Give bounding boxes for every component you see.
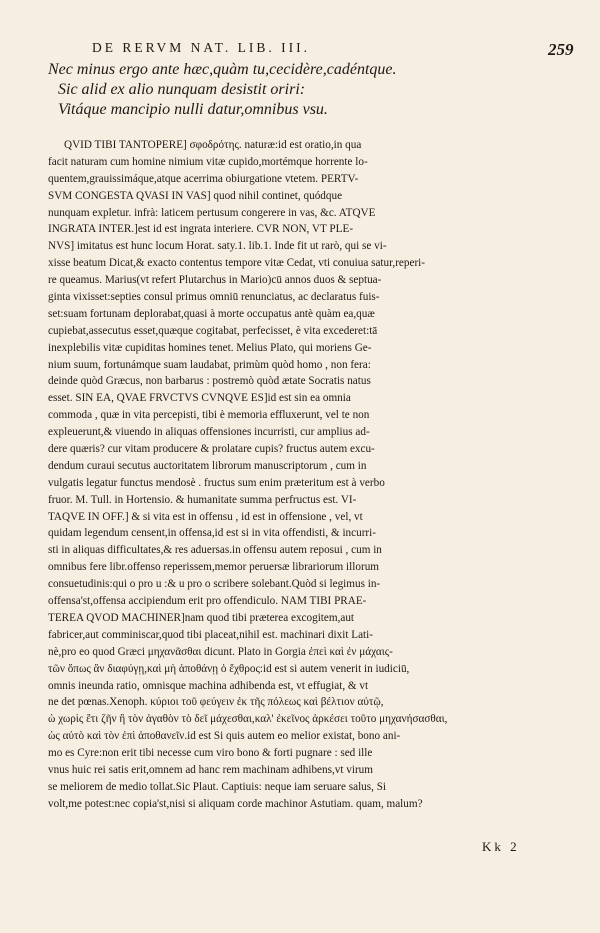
commentary-line: inexplebilis vitæ cupiditas homines tenet. Melius Plato, qui moriens Ge- (48, 341, 372, 354)
signature-mark: Kk 2 (482, 839, 520, 854)
commentary-line: offensa'st,offensa accipiendum erit pro offendiculo. NAM TIBI PRAE- (48, 595, 367, 608)
commentary-line: fruor. M. Tull. in Hortensio. & humanitate summa perfructus est. VI- (48, 493, 357, 506)
commentary-line: quentem,grauissimáque,atque acerrima obiurgatione vtetem. PERTV- (48, 172, 359, 185)
commentary-line: omnis ineunda ratio, omnisque machina adhibenda est, vt effugiat, & vt (48, 679, 369, 692)
verse-block (48, 60, 397, 120)
commentary-line: ginta vixisset:septies consul primus omniū renunciatus, ac declaratus fuis- (48, 291, 380, 304)
commentary-line: se meliorem de medio tollat.Sic Plaut. Captiuis: neque iam seruare salus, Si (48, 780, 387, 793)
commentary-line: deinde quòd Græcus, non barbarus : postremò quòd ætate Socratis natus (48, 375, 371, 388)
commentary-line: SVM CONGESTA QVASI IN VAS] quod nihil continet, quódque (48, 189, 343, 202)
commentary-line: set:suam fortunam deplorabat,quasi à morte occupatus antè quàm ea,quæ (48, 307, 375, 320)
verse-line: Sic alid ex alio nunquam desistit oriri: (58, 81, 306, 98)
commentary-line: quidam legendum censent,in offensa,id est si in vita offendisti, & incurri- (48, 527, 376, 540)
commentary-block (48, 137, 560, 813)
commentary-line: consuetudinis:qui o pro u :& u pro o scribere solebant.Quòd si legimus in- (48, 578, 381, 591)
commentary-line: re queamus. Marius(vt refert Plutarchus in Mario)cū annos duos & septua- (48, 274, 382, 287)
commentary-line: TAQVE IN OFF.] & si vita est in offensu , id est in offensione , vel, vt (48, 510, 363, 523)
verse-line: Nec minus ergo ante hæc,quàm tu,cecidère,cadéntque. (48, 61, 397, 78)
commentary-line: NVS] imitatus est hunc locum Horat. saty.1. lib.1. Inde fit ut rarò, qui se vi- (48, 240, 387, 253)
commentary-line: dendum curaui secutus auctoritatem librorum manuscriptorum , cum in (48, 459, 367, 472)
commentary-line: fabricer,aut comminiscar,quod tibi placeat,nihil est. machinari dixit Lati- (48, 628, 373, 641)
commentary-line: mo es Cyre:non erit tibi necesse cum viro bono & forti pugnare : sed ille (48, 747, 373, 760)
running-head: DE RERVM NAT. LIB. III. (92, 40, 311, 55)
commentary-line: dere quæris? cur vitam producere & prolatare cupis? fructus autem excu- (48, 443, 375, 456)
commentary-line: expleuerunt,& viuendo in aliquas offensiones incurristi, cur amplius ad- (48, 426, 370, 439)
commentary-line: INGRATA INTER.]est id est ingrata interiere. CVR NON, VT PLE- (48, 223, 354, 236)
commentary-line: vnus huic rei satis erit,omnem ad hanc rem machinam adhibens,vt virum (48, 763, 373, 776)
commentary-line: cupiebat,assecutus esset,quæque cogitabat, perfecisset, è vita excederet:tā (48, 324, 378, 337)
commentary-line: ne det pœnas.Xenoph. κύριοι τοῦ φεύγειν ἐκ τῆς πόλεως καὶ βέλτιον αὐτῷ, (48, 696, 384, 709)
commentary-line: nium suum, fortunámque suam laudabat, primùm quòd homo , non fera: (48, 358, 371, 371)
verse-line: Vitáque mancipio nulli datur,omnibus vsu. (58, 101, 328, 118)
commentary-line: vulgatis legatur functus mendosè . fructus sum enim præteritum est à verbo (48, 476, 385, 489)
commentary-line: ὡς αὐτὸ καὶ τὸν ἐπὶ ἀποθανεῖν.id est Si quis autem eo melior existat, bono ani- (48, 730, 401, 743)
page-number: 259 (548, 40, 574, 59)
commentary-line: ὡ χωρὶς ἔτι ζῆν ἢ τὸν ἀγαθὸν τὸ δεῖ μάχεσθαι,καλ' ἐκεῖνος ἀρκέσει τοῦτο μηχανήσασθαι, (48, 713, 448, 726)
commentary-line: TEREA QVOD MACHINER]nam quod tibi præterea excogitem,aut (48, 611, 355, 624)
commentary-line: facit naturam cum homine nimium vitæ cupido,mortémque horrente lo- (48, 155, 368, 168)
commentary-line: volt,me potest:nec copia'st,nisi si aliquam corde machinor Astutiam. quam, malum? (48, 797, 423, 810)
commentary-line: τῶν ὅπως ἂν διαφύγῃ,καὶ μὴ ἀποθάνῃ ὁ ἔχθρος:id est si autem venerit in iudiciū, (48, 662, 410, 675)
commentary-line: esset. SIN EA, QVAE FRVCTVS CVNQVE ES]id est sin ea omnia (48, 392, 351, 405)
commentary-line: nunquam expletur. infrà: laticem pertusum congerere in vas, &c. ATQVE (48, 206, 376, 219)
commentary-line: sti in aliquas difficultates,& res aduersas.in offensu autem reposui , cum in (48, 544, 382, 557)
commentary-line: commoda , quæ in vita percepisti, tibi è memoria effluxerunt, vel te non (48, 409, 370, 422)
commentary-line: nè,pro eo quod Græci μηχανᾶσθαι dicunt. Plato in Gorgia ἐπεὶ καὶ ἐν μάχαις- (48, 645, 393, 658)
commentary-line: QVID TIBI TANTOPERE] σφοδρότης. naturæ:id est oratio,in qua (64, 139, 362, 151)
commentary-line: omnibus fere libr.offenso reperissem,memor peruersæ librariorum illorum (48, 561, 379, 574)
commentary-line: xisse beatum Dicat,& exacto contentus tempore vitæ Cedat, vti conuiua satur,reperi- (48, 257, 426, 270)
